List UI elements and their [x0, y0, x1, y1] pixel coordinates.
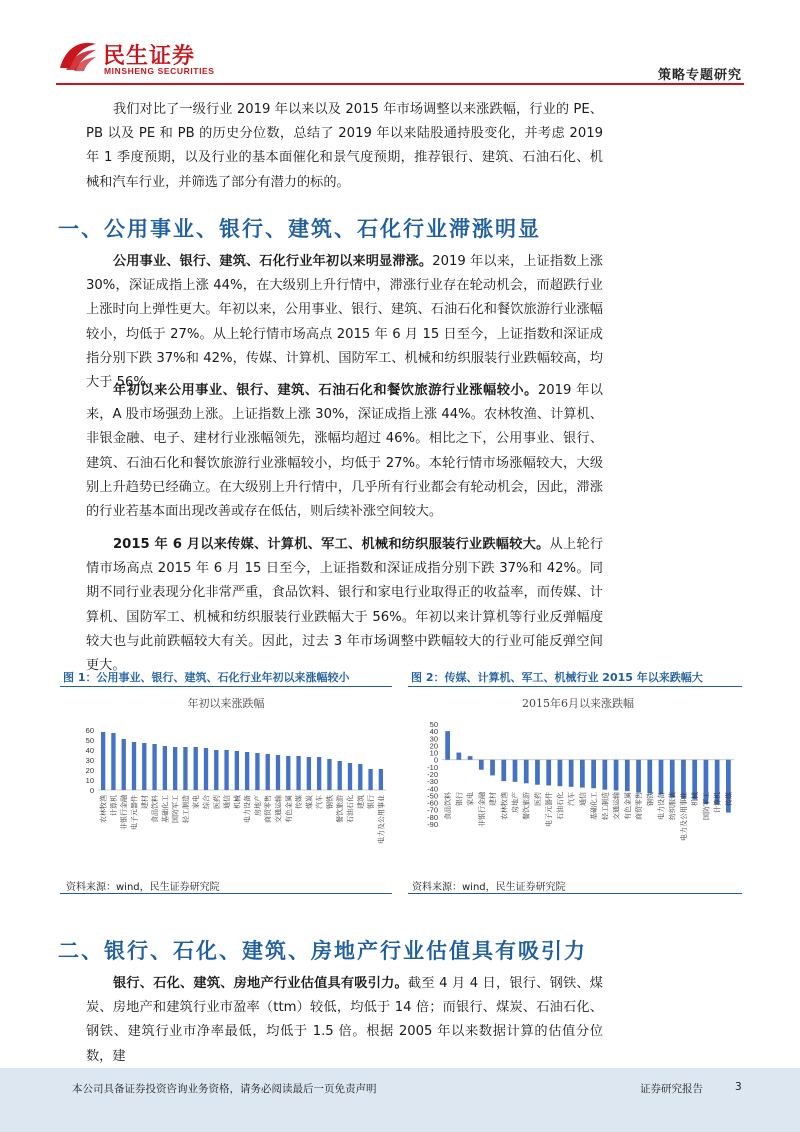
category-label: 农林牧渔 — [500, 792, 509, 820]
bar — [111, 733, 115, 790]
bar — [569, 760, 574, 787]
y-tick-label: 30 — [429, 734, 438, 744]
y-tick-label: 20 — [429, 741, 438, 751]
chart-title: 年初以来涨跌幅 — [187, 697, 265, 710]
category-label: 通信 — [223, 795, 232, 809]
y-tick-label: -50 — [427, 791, 438, 801]
bar — [224, 750, 228, 790]
header-divider — [56, 83, 744, 85]
category-label: 传媒 — [295, 795, 304, 809]
category-label: 建筑 — [356, 795, 365, 809]
paragraph-body: 2019 年以来，A 股市场强劲上涨。上证指数上涨 30%，深证成指上涨 44%。农林牧渔、计算机、非银金融、电子、建材行业涨幅领先，涨幅均超过 46%。相比之下，公用事业、银行、建筑、石油石化和餐饮旅游行业涨幅较小，均低于 27%。本轮行情市场涨幅较大，大级别上升趋势已经确立。在大级别上升行情中，几乎所有行业都会有轮动机会，因此，滞涨的行业若基本面出现改善或存在低估，则后续补涨空间较大。 — [86, 383, 603, 520]
category-label: 纺织服装 — [668, 792, 677, 820]
category-label: 电力设备 — [657, 792, 666, 820]
section-2-heading: 二、银行、石化、建筑、房地产行业估值具有吸引力 — [58, 939, 587, 963]
bar — [276, 755, 280, 790]
bar — [479, 760, 484, 770]
y-tick-label: 50 — [429, 720, 438, 729]
y-tick-label: 40 — [429, 727, 438, 737]
category-label: 食品饮料 — [151, 795, 160, 823]
bar — [513, 760, 518, 782]
category-label: 交通运输 — [274, 795, 283, 823]
bar — [245, 752, 249, 790]
category-label: 钢铁 — [646, 792, 655, 806]
category-label: 医药 — [212, 795, 221, 809]
bar — [614, 760, 619, 791]
bar — [132, 742, 136, 790]
figure-1-title: 图 1：公用事业、银行、建筑、石化行业年初以来涨幅较小 — [63, 671, 350, 684]
category-label: 轻工制造 — [601, 792, 610, 820]
y-tick-label: 60 — [85, 726, 94, 735]
logo-text-cn: 民生证券 — [103, 44, 196, 69]
category-label: 商贸零售 — [264, 795, 273, 823]
bar — [659, 760, 664, 794]
chart-title: 2015年6月以来涨跌幅 — [522, 697, 634, 710]
figure-2-source: 资料来源：wind，民生证券研究院 — [412, 882, 566, 893]
category-label: 交通运输 — [612, 792, 621, 820]
category-label: 机械 — [233, 795, 242, 809]
category-label: 轻工制造 — [181, 795, 190, 823]
y-tick-label: -70 — [427, 805, 438, 815]
section-2-paragraph-1 — [86, 972, 603, 1069]
figure-1-bottom-rule — [60, 893, 392, 894]
y-tick-label: -10 — [427, 762, 438, 772]
category-label: 农林牧渔 — [99, 795, 108, 823]
category-label: 建材 — [140, 795, 149, 809]
bar — [358, 764, 362, 790]
category-label: 银行 — [367, 795, 376, 809]
category-label: 通信 — [578, 792, 587, 806]
category-label: 汽车 — [567, 792, 576, 806]
section-1-paragraph-3 — [86, 533, 603, 678]
report-category-title: 策略专题研究 — [657, 68, 742, 83]
bar — [296, 756, 300, 790]
y-tick-label: 50 — [85, 736, 94, 745]
bar — [445, 731, 450, 760]
section-1-heading: 一、公用事业、银行、建筑、石化行业滞涨明显 — [58, 217, 541, 241]
figure-2-bottom-rule — [408, 893, 742, 894]
category-label: 电力设备 — [243, 795, 252, 823]
category-label: 电力及公用事业 — [377, 795, 386, 844]
category-label: 餐饮旅游 — [336, 795, 345, 823]
category-label: 国防军工 — [171, 795, 180, 823]
bar — [163, 746, 167, 790]
bar — [468, 756, 473, 760]
paragraph-lead: 公用事业、银行、建筑、石化行业年初以来明显滞涨。 — [113, 254, 433, 269]
category-label: 房地产 — [253, 795, 262, 816]
bar — [122, 739, 126, 790]
bar — [348, 763, 352, 790]
bar — [307, 757, 311, 790]
bar — [255, 753, 259, 790]
category-label: 计算机 — [713, 792, 722, 813]
bar — [214, 750, 218, 790]
category-label: 建材 — [489, 792, 498, 806]
category-label: 基础化工 — [161, 795, 170, 823]
category-label: 电力及公用事业 — [679, 792, 688, 841]
category-label: 非银行金融 — [120, 795, 129, 830]
chart-2-svg — [408, 687, 742, 875]
bar — [286, 756, 290, 790]
minsheng-logo-icon — [56, 38, 98, 74]
paragraph-lead: 银行、石化、建筑、房地产行业估值具有吸引力。 — [113, 976, 408, 991]
bar — [379, 769, 383, 790]
chart-1-svg — [60, 687, 392, 875]
y-tick-label: -30 — [427, 777, 438, 787]
bar — [338, 761, 342, 790]
figure-1-chart — [60, 687, 392, 875]
bar — [194, 747, 198, 790]
category-label: 石油石化 — [346, 795, 355, 823]
bar — [636, 760, 641, 793]
paragraph-body: 从上轮行情市场高点 2015 年 6 月 15 日至今，上证指数和深证成指分别下跌 37%和 42%。同期不同行业表现分化非常严重，食品饮料、银行和家电行业取得正的收益率，而传媒、计算机、国防军工、机械和纺织服装行业跌幅大于 56%。年初以来计算机等行业反弹幅度较大也与此前跌幅较大有关。因此，过去 3 年市场调整中跌幅较大的行业可能反弹空间更大。 — [86, 537, 604, 674]
y-tick-label: 10 — [85, 776, 94, 785]
footer-report-type: 证券研究报告 — [640, 1083, 703, 1095]
category-label: 商贸零售 — [635, 792, 644, 820]
category-label: 国防军工 — [702, 792, 711, 820]
y-tick-label: -90 — [427, 820, 438, 829]
bar — [647, 760, 652, 794]
category-label: 汽车 — [315, 795, 324, 809]
category-label: 医药 — [533, 792, 542, 806]
paragraph-lead: 年初以来公用事业、银行、建筑、石油石化和餐饮旅游行业涨幅较小。 — [113, 383, 538, 398]
bar — [591, 760, 596, 789]
figure-2-title: 图 2：传媒、计算机、军工、机械行业 2015 年以来跌幅大 — [411, 671, 703, 684]
category-label: 有色金属 — [284, 795, 293, 823]
bar — [183, 747, 187, 790]
category-label: 食品饮料 — [444, 792, 453, 820]
y-tick-label: -20 — [427, 770, 438, 779]
bar — [580, 760, 585, 788]
y-tick-label: 10 — [429, 748, 438, 758]
bar — [490, 760, 495, 776]
bar — [501, 760, 506, 781]
y-tick-label: -40 — [427, 784, 438, 794]
paragraph-body: 2019 年以来，上证指数上涨 30%，深证成指上涨 44%，在大级别上升行情中，滞涨行业存在轮动机会，而超跌行业上涨时向上弹性更大。年初以来，公用事业、银行、建筑、石油石化和餐饮旅游行业涨幅较小，均低于 27%。从上轮行情市场高点 2015 年 6 月 15 日至今，上证指数和深证成指分别下跌 37%和 42%，传媒、计算机、国防军工、机械和纺织服装行业跌幅较高，均大于 56%。 — [86, 254, 603, 391]
page-number: 3 — [735, 1081, 742, 1093]
category-label: 基础化工 — [590, 792, 599, 820]
paragraph-lead: 2015 年 6 月以来传媒、计算机、军工、机械和纺织服装行业跌幅较大。 — [113, 537, 550, 552]
footer-disclaimer: 本公司具备证券投资咨询业务资格，请务必阅读最后一页免责声明 — [72, 1083, 377, 1095]
y-tick-label: -80 — [427, 812, 438, 822]
category-label: 机械 — [691, 792, 700, 806]
bar — [152, 744, 156, 790]
paragraph-body: 截至 4 月 4 日，银行、钢铁、煤炭、房地产和建筑行业市盈率（ttm）较低，均低于 14 倍；而银行、煤炭、石油石化、钢铁、建筑行业市净率最低，均低于 1.5 倍。根据 2005 年以来数据计算的估值分位数，建 — [86, 976, 603, 1064]
section-1-paragraph-2 — [86, 379, 603, 524]
bar — [235, 751, 239, 790]
category-label: 有色金属 — [623, 792, 632, 820]
bar — [204, 748, 208, 790]
category-label: 电子元器件 — [130, 795, 139, 830]
category-label: 家电 — [192, 795, 201, 809]
category-label: 计算机 — [109, 795, 118, 816]
category-label: 银行 — [455, 792, 464, 806]
y-tick-label: -60 — [427, 798, 438, 808]
page-header — [0, 0, 800, 90]
category-label: 煤炭 — [305, 795, 314, 809]
bar — [142, 743, 146, 790]
section-1-paragraph-1 — [86, 250, 603, 395]
category-label: 石油石化 — [556, 792, 565, 820]
bar — [101, 732, 105, 790]
bar — [327, 759, 331, 790]
bar — [625, 760, 630, 791]
category-label: 家电 — [466, 792, 475, 806]
y-tick-label: 0 — [89, 786, 94, 795]
bar — [368, 769, 372, 790]
y-tick-label: 0 — [433, 755, 438, 765]
bar — [317, 757, 321, 790]
y-tick-label: 20 — [85, 766, 94, 775]
bar — [173, 747, 177, 790]
bar — [558, 760, 563, 786]
figure-2-chart — [408, 687, 742, 875]
category-label: 钢铁 — [325, 795, 334, 809]
bar — [524, 760, 529, 784]
logo-text-en: MINSHENG SECURITIES — [104, 66, 215, 76]
category-label: 房地产 — [511, 792, 520, 813]
intro-paragraph: 我们对比了一级行业 2019 年以来以及 2015 年市场调整以来涨跌幅，行业的 PE、PB 以及 PE 和 PB 的历史分位数，总结了 2019 年以来陆股通持股变化，并考虑 2019 年 1 季度预期，以及行业的基本面催化和景气度预期，推荐银行、建筑、石油石化、机械和汽车行业，并筛选了部分有潜力的标的。 — [86, 102, 603, 190]
bar — [546, 760, 551, 786]
category-label: 传媒 — [724, 792, 733, 806]
bar — [670, 760, 675, 798]
category-label: 餐饮旅游 — [522, 792, 531, 820]
page-footer — [0, 1068, 800, 1132]
category-label: 电子元器件 — [545, 792, 554, 827]
figure-1-source: 资料来源：wind，民生证券研究院 — [66, 882, 220, 893]
y-tick-label: 40 — [85, 746, 94, 755]
bar — [602, 760, 607, 790]
category-label: 综合 — [202, 795, 211, 809]
bar — [535, 760, 540, 785]
y-tick-label: 30 — [85, 756, 94, 765]
bar — [266, 754, 270, 790]
category-label: 非银行金融 — [477, 792, 486, 827]
bar — [456, 753, 461, 760]
